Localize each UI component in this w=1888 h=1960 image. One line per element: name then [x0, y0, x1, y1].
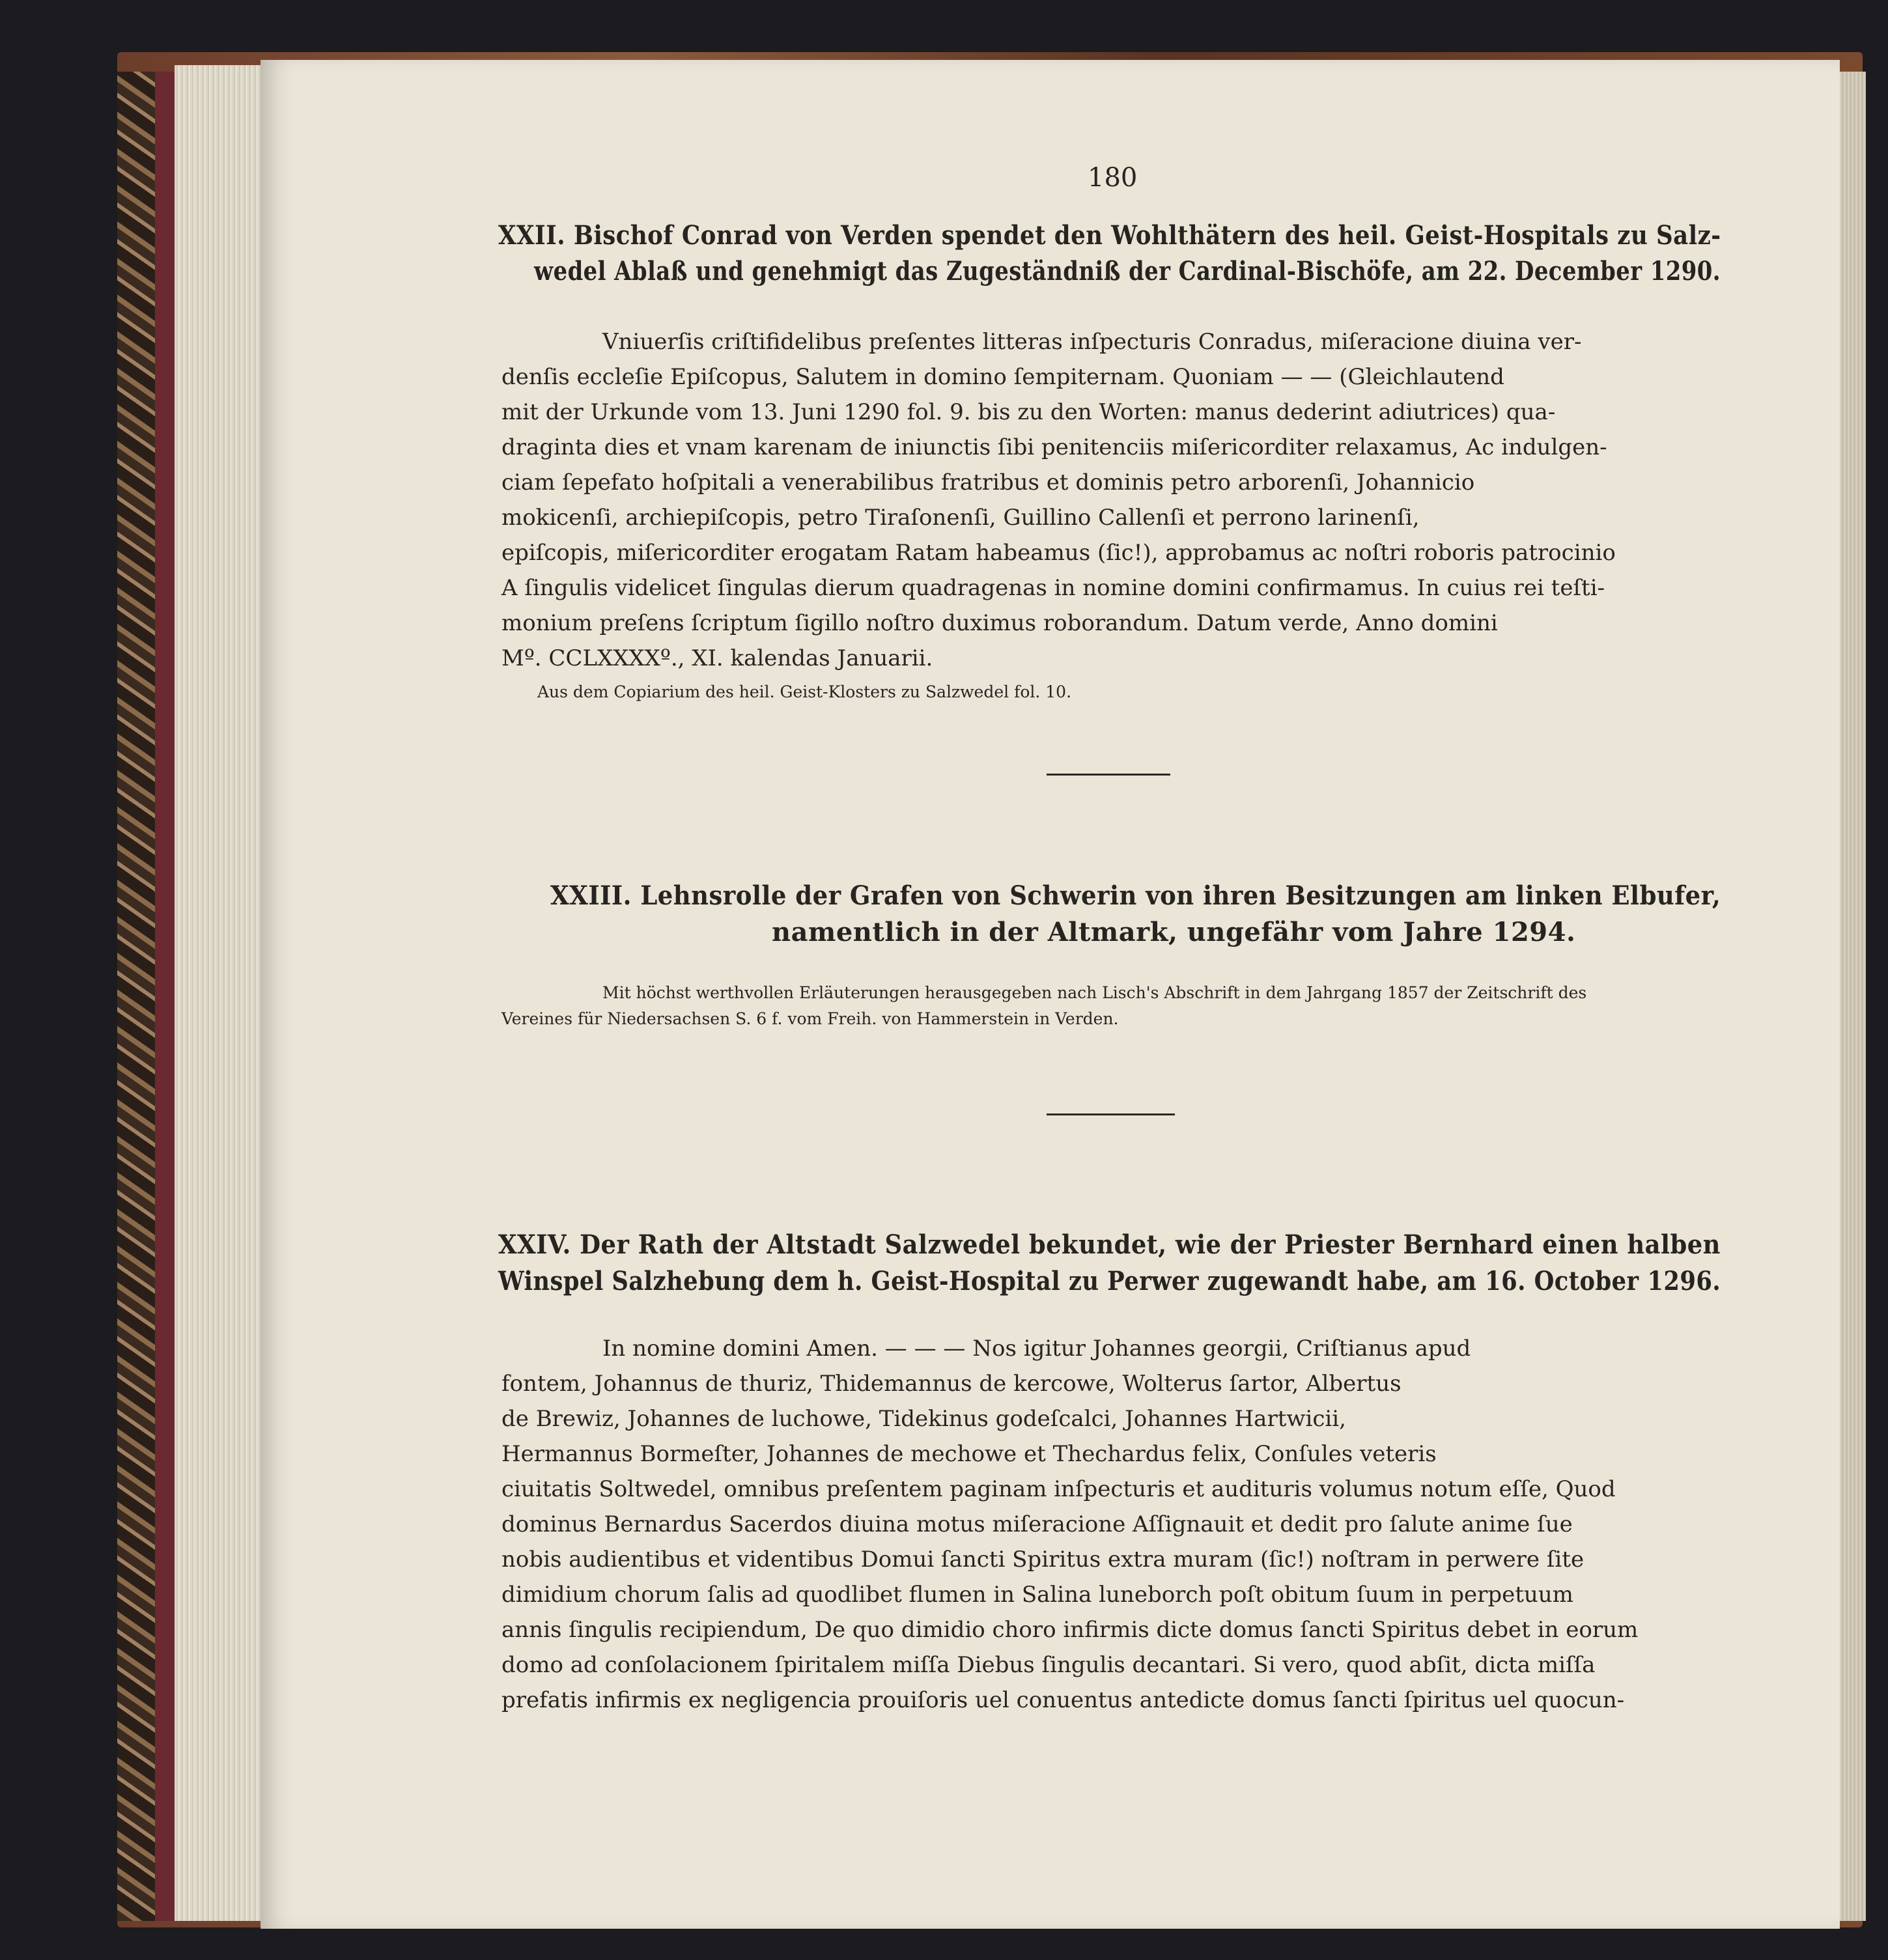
section-24-body-line: prefatis infirmis ex negligencia prouiſoris uel conuentus antedicte domus ſancti ſpiritus uel quocun-	[501, 1687, 1625, 1713]
section-22-body-line: A ſingulis videlicet ſingulas dierum quadragenas in nomine domini confirmamus. In cuius rei teſti-	[501, 575, 1605, 601]
section-22-body-line: monium preſens ſcriptum ſigillo noſtro duximus roborandum. Datum verde, Anno domini	[501, 610, 1498, 636]
marbled-board-edge	[117, 72, 156, 1921]
section-22-body-line: Mº. CCLXXXXº., XI. kalendas Januarii.	[501, 645, 933, 671]
page-number: 180	[1088, 163, 1138, 193]
section-22-body-line: epiſcopis, miſericorditer erogatam Ratam habeamus (ſic!), approbamus ac noſtri roboris patrocinio	[501, 540, 1616, 566]
section-22-source-note: Aus dem Copiarium des heil. Geist-Klosters zu Salzwedel fol. 10.	[537, 682, 1072, 701]
section-22-body-line: draginta dies et vnam karenam de iniunctis ſibi penitenciis miſericorditer relaxamus, Ac indulgen-	[501, 434, 1607, 460]
section-24-body-line: dominus Bernardus Sacerdos diuina motus miſeracione Aſſignauit et dedit pro ſalute anime ſue	[501, 1511, 1573, 1537]
section-24-heading-line-2: Winspel Salzhebung dem h. Geist-Hospital zu Perwer zugewandt habe, am 16. October 1296.	[498, 1266, 1721, 1296]
section-23-source-note-line-1: Mit höchst werthvollen Erläuterungen herausgegeben nach Lisch's Abschrift in dem Jahrgang 1857 der Zeitschrift des	[602, 983, 1587, 1002]
section-22-heading-line-1: XXII. Bischof Conrad von Verden spendet den Wohlthätern des heil. Geist-Hospitals zu Salz-	[498, 220, 1721, 251]
section-24-body-line: de Brewiz, Johannes de luchowe, Tidekinus godeſcalci, Johannes Hartwicii,	[501, 1406, 1346, 1432]
section-23-source-note-line-2: Vereines für Niedersachsen S. 6 f. vom Freih. von Hammerstein in Verden.	[501, 1009, 1119, 1028]
section-24-body-line: domo ad conſolacionem ſpiritalem miſſa Diebus ſingulis decantari. Si vero, quod abſit, dicta miſſa	[501, 1652, 1596, 1678]
section-24-body-line: dimidium chorum ſalis ad quodlibet flumen in Salina luneborch poſt obitum ſuum in perpetuum	[501, 1582, 1573, 1608]
right-page-edge	[1840, 72, 1866, 1921]
section-22-body-line: ciam ſepefato hoſpitali a venerabilibus fratribus et dominis petro arborenſi, Johannicio	[501, 469, 1475, 496]
section-24-body-line: fontem, Johannus de thuriz, Thidemannus de kercowe, Wolterus ſartor, Albertus	[501, 1371, 1402, 1397]
section-22-body-line: denſis eccleſie Epiſcopus, Salutem in domino ſempiternam. Quoniam — — (Gleichlautend	[501, 364, 1504, 390]
section-divider	[1047, 1113, 1175, 1115]
section-divider	[1047, 774, 1170, 776]
spine-binding	[155, 72, 175, 1921]
left-page-stack	[175, 65, 272, 1921]
section-24-body-line: nobis audientibus et videntibus Domui ſancti Spiritus extra muram (ſic!) noſtram in perwere ſite	[501, 1547, 1585, 1573]
section-22-body-line: mokicenſi, archiepiſcopis, petro Tiraſonenſi, Guillino Callenſi et perrono larinenſi,	[501, 505, 1420, 531]
section-24-body-line: ciuitatis Soltwedel, omnibus preſentem paginam inſpecturis et audituris volumus notum eſſe, Quod	[501, 1476, 1616, 1502]
section-24-body-line: annis ſingulis recipiendum, De quo dimidio choro infirmis dicte domus ſancti Spiritus debet in eorum	[501, 1617, 1639, 1643]
section-24-body-line: Hermannus Bormeſter, Johannes de mechowe et Thechardus felix, Conſules veteris	[501, 1441, 1437, 1467]
section-24-body-line: In nomine domini Amen. — — — Nos igitur Johannes georgii, Criſtianus apud	[602, 1336, 1471, 1362]
section-23-heading-line-1: XXIII. Lehnsrolle der Grafen von Schwerin von ihren Besitzungen am linken Elbufer,	[550, 880, 1721, 911]
section-22-body-line: Vniuerſis criſtifidelibus preſentes litteras inſpecturis Conradus, miſeracione diuina ver-	[602, 329, 1582, 355]
section-24-heading-line-1: XXIV. Der Rath der Altstadt Salzwedel bekundet, wie der Priester Bernhard einen halben	[498, 1229, 1721, 1260]
section-22-heading-line-2: wedel Ablaß und genehmigt das Zugeständniß der Cardinal-Bischöfe, am 22. December 1290.	[534, 256, 1721, 287]
section-22-body-line: mit der Urkunde vom 13. Juni 1290 fol. 9. bis zu den Worten: manus dederint adiutrices) qua-	[501, 399, 1556, 425]
section-23-heading-line-2: namentlich in der Altmark, ungefähr vom Jahre 1294.	[772, 917, 1576, 947]
